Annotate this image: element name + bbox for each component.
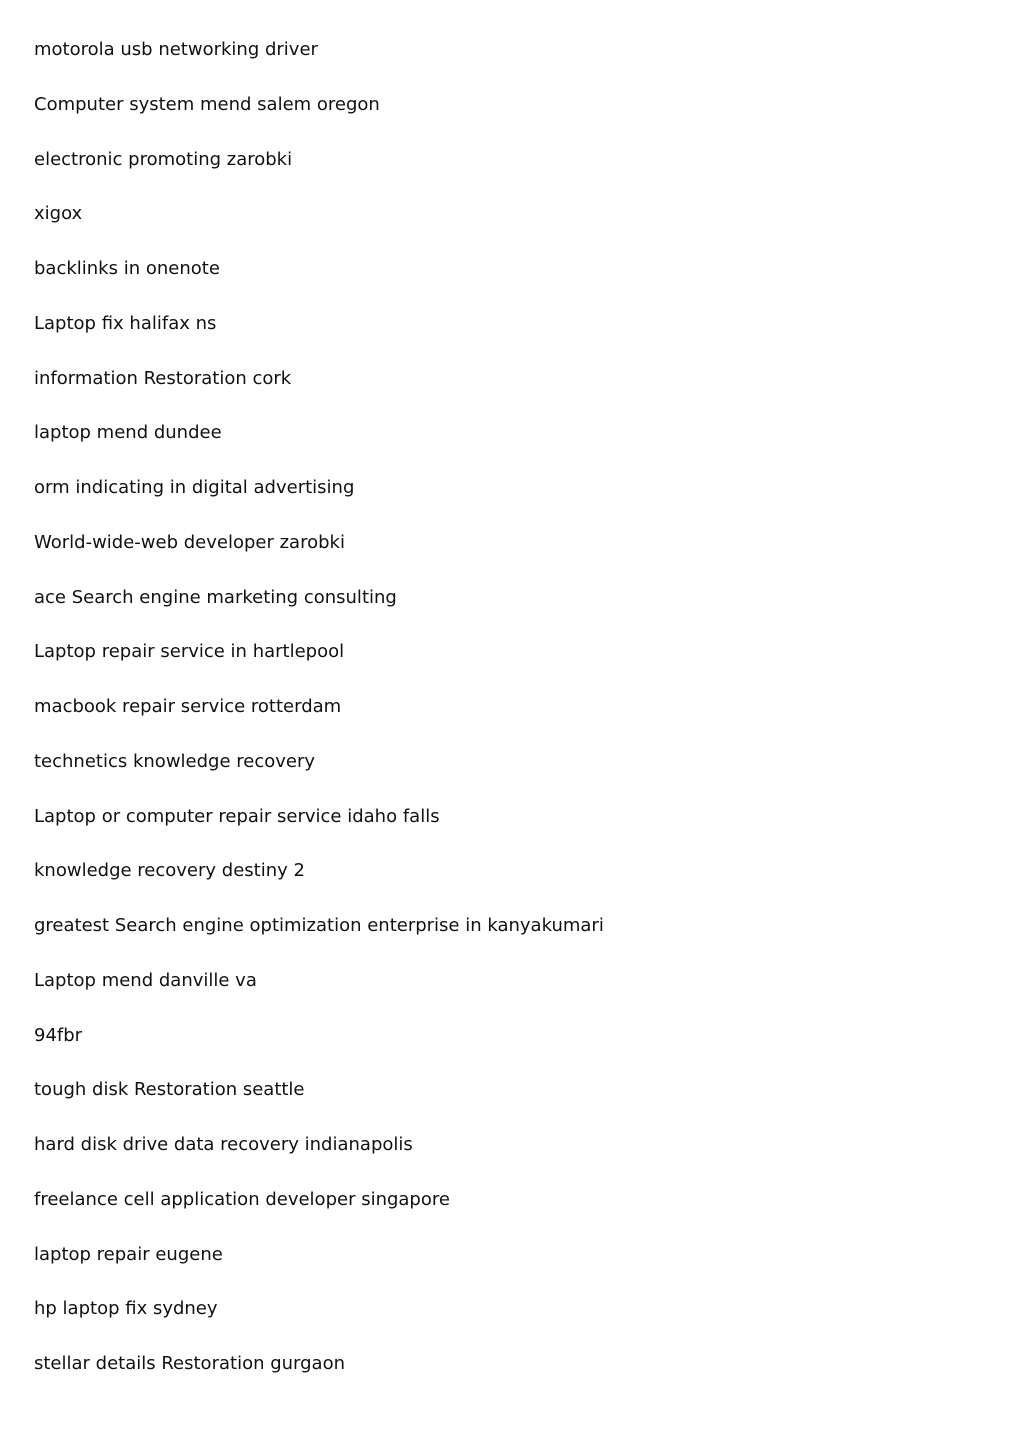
- list-item: [34, 1132, 994, 1187]
- list-link[interactable]: Laptop fix halifax ns: [34, 312, 217, 334]
- list-link[interactable]: tough disk Restoration seattle: [34, 1079, 305, 1101]
- list-link[interactable]: Laptop repair service in hartlepool: [34, 641, 345, 663]
- list-link[interactable]: hard disk drive data recovery indianapolis: [34, 1134, 413, 1155]
- list-link[interactable]: backlinks in onenote: [34, 258, 220, 279]
- list-item: [34, 1296, 994, 1351]
- list-link[interactable]: technetics knowledge recovery: [34, 750, 316, 772]
- list-link[interactable]: Computer system mend salem oregon: [34, 93, 380, 115]
- list-link[interactable]: hp laptop fix sydney: [34, 1298, 218, 1320]
- list-item: [34, 366, 994, 421]
- list-link[interactable]: Laptop mend danville va: [34, 969, 257, 991]
- list-link[interactable]: 94fbr: [34, 1024, 83, 1046]
- list-item: [34, 256, 994, 311]
- list-item: [34, 475, 994, 530]
- list-item: [34, 968, 994, 1023]
- list-link[interactable]: orm indicating in digital advertising: [34, 477, 355, 498]
- list-item: [34, 92, 994, 147]
- list-item: [34, 37, 994, 92]
- list-link[interactable]: laptop mend dundee: [34, 422, 222, 444]
- list-link[interactable]: electronic promoting zarobki: [34, 148, 293, 170]
- list-item: [34, 858, 994, 913]
- list-item: [34, 749, 994, 804]
- list-item: [34, 639, 994, 694]
- link-list: [34, 37, 994, 1406]
- list-link[interactable]: macbook repair service rotterdam: [34, 696, 342, 717]
- list-link[interactable]: World-wide-web developer zarobki: [34, 531, 345, 553]
- list-item: [34, 530, 994, 585]
- list-link[interactable]: freelance cell application developer singapore: [34, 1188, 450, 1210]
- list-item: [34, 1187, 994, 1242]
- list-link[interactable]: motorola usb networking driver: [34, 39, 318, 60]
- list-link[interactable]: Laptop or computer repair service idaho falls: [34, 805, 440, 827]
- list-link[interactable]: stellar details Restoration gurgaon: [34, 1353, 346, 1374]
- list-item: [34, 694, 994, 749]
- list-link[interactable]: xigox: [34, 203, 83, 225]
- list-item: [34, 311, 994, 366]
- list-item: [34, 201, 994, 256]
- list-item: [34, 1242, 994, 1297]
- list-link[interactable]: laptop repair eugene: [34, 1243, 223, 1265]
- list-link[interactable]: ace Search engine marketing consulting: [34, 586, 397, 608]
- list-item: [34, 420, 994, 475]
- list-item: [34, 1023, 994, 1078]
- list-item: [34, 1077, 994, 1132]
- list-item: [34, 585, 994, 640]
- list-item: [34, 147, 994, 202]
- list-item: [34, 913, 994, 968]
- list-item: [34, 804, 994, 859]
- list-link[interactable]: greatest Search engine optimization enterprise in kanyakumari: [34, 915, 604, 936]
- list-link[interactable]: information Restoration cork: [34, 367, 292, 389]
- list-link[interactable]: knowledge recovery destiny 2: [34, 860, 305, 882]
- list-item: [34, 1351, 994, 1406]
